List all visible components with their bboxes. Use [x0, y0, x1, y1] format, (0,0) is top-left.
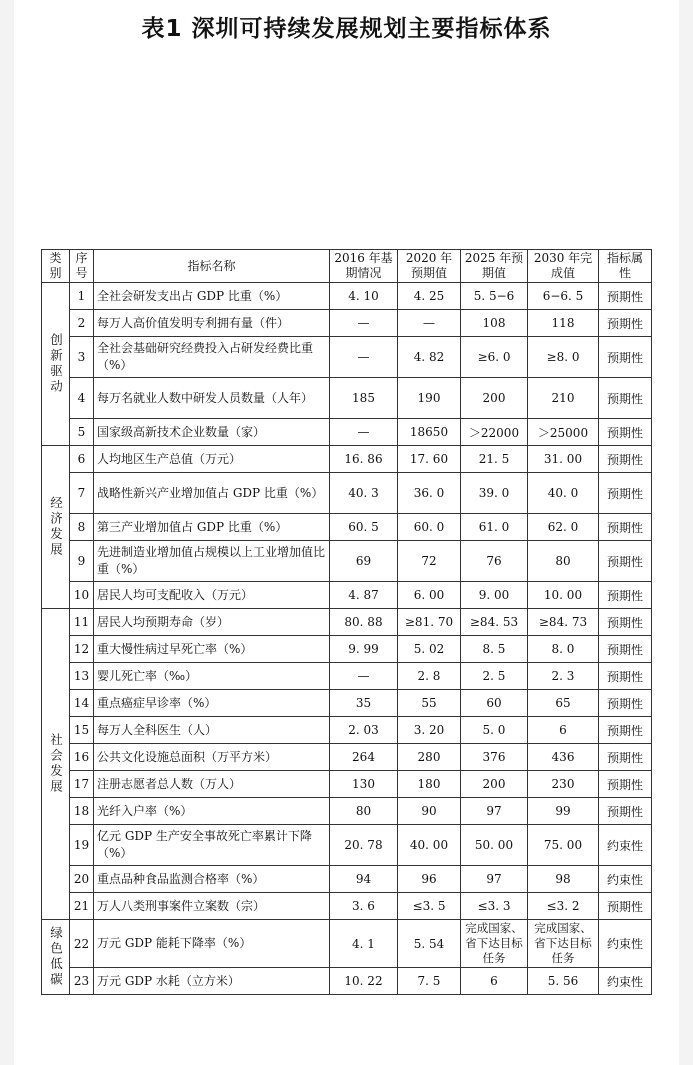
table-body — [42, 283, 652, 995]
value-2025-cell: 376 — [461, 744, 528, 771]
value-2025-cell: 9. 00 — [461, 582, 528, 609]
seq-cell: 22 — [70, 920, 94, 968]
value-2016-cell: — — [330, 419, 398, 446]
value-2025-cell: 2. 5 — [461, 663, 528, 690]
value-2025-cell: 21. 5 — [461, 446, 528, 473]
value-2030-cell: 65 — [528, 690, 599, 717]
value-2016-cell: 80. 88 — [330, 609, 398, 636]
header-2030: 2030 年完成值 — [528, 250, 599, 283]
table-row — [42, 744, 652, 771]
table-row — [42, 771, 652, 798]
value-2030-cell: 62. 0 — [528, 514, 599, 541]
indicator-name-cell: 重点品种食品监测合格率（%） — [94, 866, 330, 893]
value-2030-cell: 118 — [528, 310, 599, 337]
attribute-cell: 预期性 — [599, 473, 652, 514]
indicator-name-cell: 光纤入户率（%） — [94, 798, 330, 825]
attribute-cell: 预期性 — [599, 446, 652, 473]
table-row — [42, 473, 652, 514]
indicator-name-cell: 亿元 GDP 生产安全事故死亡率累计下降（%） — [94, 825, 330, 866]
table-row — [42, 866, 652, 893]
indicator-name-cell: 每万人高价值发明专利拥有量（件） — [94, 310, 330, 337]
value-2030-cell: ≥8. 0 — [528, 337, 599, 378]
value-2016-cell: — — [330, 310, 398, 337]
header-category: 类别 — [42, 250, 70, 283]
seq-cell: 14 — [70, 690, 94, 717]
table-row — [42, 514, 652, 541]
value-2016-cell: 9. 99 — [330, 636, 398, 663]
value-2025-cell: 76 — [461, 541, 528, 582]
value-2020-cell: ≤3. 5 — [398, 893, 461, 920]
value-2016-cell: 80 — [330, 798, 398, 825]
value-2030-cell: 8. 0 — [528, 636, 599, 663]
indicator-name-cell: 居民人均可支配收入（万元） — [94, 582, 330, 609]
indicator-name-cell: 万元 GDP 能耗下降率（%） — [94, 920, 330, 968]
seq-cell: 6 — [70, 446, 94, 473]
value-2016-cell: 130 — [330, 771, 398, 798]
table-row — [42, 541, 652, 582]
seq-cell: 19 — [70, 825, 94, 866]
attribute-cell: 预期性 — [599, 310, 652, 337]
value-2030-cell: 31. 00 — [528, 446, 599, 473]
indicator-name-cell: 注册志愿者总人数（万人） — [94, 771, 330, 798]
value-2025-cell: 108 — [461, 310, 528, 337]
value-2025-cell: 8. 5 — [461, 636, 528, 663]
value-2020-cell: 5. 54 — [398, 920, 461, 968]
value-2016-cell: 185 — [330, 378, 398, 419]
indicator-name-cell: 全社会研发支出占 GDP 比重（%） — [94, 283, 330, 310]
indicator-name-cell: 每万人全科医生（人） — [94, 717, 330, 744]
value-2020-cell: 190 — [398, 378, 461, 419]
table-row — [42, 378, 652, 419]
attribute-cell: 约束性 — [599, 920, 652, 968]
value-2016-cell: 4. 10 — [330, 283, 398, 310]
seq-cell: 3 — [70, 337, 94, 378]
value-2020-cell: 17. 60 — [398, 446, 461, 473]
value-2020-cell: ≥81. 70 — [398, 609, 461, 636]
value-2030-cell: ＞25000 — [528, 419, 599, 446]
value-2025-cell: 50. 00 — [461, 825, 528, 866]
seq-cell: 20 — [70, 866, 94, 893]
value-2030-cell: 436 — [528, 744, 599, 771]
seq-cell: 4 — [70, 378, 94, 419]
value-2025-cell: 97 — [461, 866, 528, 893]
value-2016-cell: 69 — [330, 541, 398, 582]
attribute-cell: 预期性 — [599, 744, 652, 771]
seq-cell: 7 — [70, 473, 94, 514]
indicator-table — [41, 249, 652, 995]
value-2020-cell: 40. 00 — [398, 825, 461, 866]
seq-cell: 12 — [70, 636, 94, 663]
category-cell: 经济发展 — [42, 446, 70, 609]
value-2020-cell: 4. 25 — [398, 283, 461, 310]
value-2016-cell: 60. 5 — [330, 514, 398, 541]
attribute-cell: 预期性 — [599, 582, 652, 609]
document-page — [14, 0, 679, 1065]
table-row — [42, 582, 652, 609]
value-2025-cell: 6 — [461, 968, 528, 995]
attribute-cell: 预期性 — [599, 337, 652, 378]
seq-cell: 2 — [70, 310, 94, 337]
value-2030-cell: 10. 00 — [528, 582, 599, 609]
table-row — [42, 310, 652, 337]
value-2030-cell: 6−6. 5 — [528, 283, 599, 310]
value-2016-cell: 264 — [330, 744, 398, 771]
category-cell: 绿色低碳 — [42, 920, 70, 995]
value-2030-cell: 2. 3 — [528, 663, 599, 690]
value-2025-cell: ≥6. 0 — [461, 337, 528, 378]
value-2016-cell: 94 — [330, 866, 398, 893]
header-2020: 2020 年预期值 — [398, 250, 461, 283]
attribute-cell: 预期性 — [599, 378, 652, 419]
value-2030-cell: 99 — [528, 798, 599, 825]
indicator-name-cell: 战略性新兴产业增加值占 GDP 比重（%） — [94, 473, 330, 514]
value-2030-cell: 5. 56 — [528, 968, 599, 995]
value-2025-cell: 60 — [461, 690, 528, 717]
table-row — [42, 893, 652, 920]
attribute-cell: 约束性 — [599, 866, 652, 893]
value-2016-cell: 16. 86 — [330, 446, 398, 473]
value-2020-cell: 2. 8 — [398, 663, 461, 690]
table-row — [42, 690, 652, 717]
seq-cell: 9 — [70, 541, 94, 582]
value-2030-cell: 210 — [528, 378, 599, 419]
value-2030-cell: 230 — [528, 771, 599, 798]
value-2025-cell: 200 — [461, 378, 528, 419]
table-row — [42, 337, 652, 378]
value-2030-cell: 6 — [528, 717, 599, 744]
value-2016-cell: — — [330, 337, 398, 378]
value-2025-cell: ≥84. 53 — [461, 609, 528, 636]
value-2025-cell: 5. 0 — [461, 717, 528, 744]
value-2020-cell: 7. 5 — [398, 968, 461, 995]
header-attribute: 指标属性 — [599, 250, 652, 283]
attribute-cell: 预期性 — [599, 771, 652, 798]
attribute-cell: 预期性 — [599, 541, 652, 582]
seq-cell: 11 — [70, 609, 94, 636]
seq-cell: 13 — [70, 663, 94, 690]
indicator-name-cell: 万元 GDP 水耗（立方米） — [94, 968, 330, 995]
attribute-cell: 预期性 — [599, 690, 652, 717]
header-seq: 序号 — [70, 250, 94, 283]
seq-cell: 5 — [70, 419, 94, 446]
header-2025: 2025 年预期值 — [461, 250, 528, 283]
seq-cell: 8 — [70, 514, 94, 541]
document-title: 表1 深圳可持续发展规划主要指标体系 — [141, 16, 552, 42]
value-2016-cell: — — [330, 663, 398, 690]
table-row — [42, 283, 652, 310]
indicator-name-cell: 每万名就业人数中研发人员数量（人年） — [94, 378, 330, 419]
indicator-name-cell: 先进制造业增加值占规模以上工业增加值比重（%） — [94, 541, 330, 582]
seq-cell: 18 — [70, 798, 94, 825]
value-2016-cell: 20. 78 — [330, 825, 398, 866]
value-2025-cell: ＞22000 — [461, 419, 528, 446]
value-2020-cell: 55 — [398, 690, 461, 717]
header-2016: 2016 年基期情况 — [330, 250, 398, 283]
value-2016-cell: 40. 3 — [330, 473, 398, 514]
value-2020-cell: 36. 0 — [398, 473, 461, 514]
table-row — [42, 825, 652, 866]
table-row — [42, 419, 652, 446]
indicator-name-cell: 重点癌症早诊率（%） — [94, 690, 330, 717]
value-2020-cell: 180 — [398, 771, 461, 798]
indicator-name-cell: 国家级高新技术企业数量（家） — [94, 419, 330, 446]
value-2020-cell: 4. 82 — [398, 337, 461, 378]
value-2030-cell: 98 — [528, 866, 599, 893]
table-row — [42, 609, 652, 636]
seq-cell: 16 — [70, 744, 94, 771]
value-2025-cell: 5. 5−6 — [461, 283, 528, 310]
table-row — [42, 446, 652, 473]
indicator-name-cell: 婴儿死亡率（‰） — [94, 663, 330, 690]
category-cell: 创新驱动 — [42, 283, 70, 446]
category-cell: 社会发展 — [42, 609, 70, 920]
attribute-cell: 预期性 — [599, 514, 652, 541]
value-2020-cell: 96 — [398, 866, 461, 893]
indicator-name-cell: 公共文化设施总面积（万平方米） — [94, 744, 330, 771]
seq-cell: 23 — [70, 968, 94, 995]
value-2020-cell: 3. 20 — [398, 717, 461, 744]
value-2030-cell: 完成国家、省下达目标任务 — [528, 920, 599, 968]
value-2020-cell: 18650 — [398, 419, 461, 446]
indicator-name-cell: 第三产业增加值占 GDP 比重（%） — [94, 514, 330, 541]
attribute-cell: 预期性 — [599, 609, 652, 636]
attribute-cell: 约束性 — [599, 825, 652, 866]
value-2016-cell: 2. 03 — [330, 717, 398, 744]
indicator-name-cell: 人均地区生产总值（万元） — [94, 446, 330, 473]
value-2020-cell: 5. 02 — [398, 636, 461, 663]
value-2025-cell: 完成国家、省下达目标任务 — [461, 920, 528, 968]
seq-cell: 15 — [70, 717, 94, 744]
attribute-cell: 约束性 — [599, 968, 652, 995]
table-row — [42, 717, 652, 744]
value-2020-cell: 60. 0 — [398, 514, 461, 541]
seq-cell: 17 — [70, 771, 94, 798]
indicator-name-cell: 居民人均预期寿命（岁） — [94, 609, 330, 636]
value-2030-cell: ≤3. 2 — [528, 893, 599, 920]
value-2016-cell: 4. 1 — [330, 920, 398, 968]
value-2020-cell: 6. 00 — [398, 582, 461, 609]
value-2025-cell: 200 — [461, 771, 528, 798]
attribute-cell: 预期性 — [599, 283, 652, 310]
value-2030-cell: ≥84. 73 — [528, 609, 599, 636]
value-2016-cell: 35 — [330, 690, 398, 717]
value-2025-cell: ≤3. 3 — [461, 893, 528, 920]
value-2030-cell: 40. 0 — [528, 473, 599, 514]
value-2020-cell: — — [398, 310, 461, 337]
value-2030-cell: 80 — [528, 541, 599, 582]
seq-cell: 21 — [70, 893, 94, 920]
indicator-name-cell: 重大慢性病过早死亡率（%） — [94, 636, 330, 663]
value-2016-cell: 10. 22 — [330, 968, 398, 995]
table-row — [42, 636, 652, 663]
seq-cell: 10 — [70, 582, 94, 609]
table-row — [42, 920, 652, 968]
table-row — [42, 968, 652, 995]
value-2025-cell: 97 — [461, 798, 528, 825]
indicator-name-cell: 万人八类刑事案件立案数（宗） — [94, 893, 330, 920]
attribute-cell: 预期性 — [599, 636, 652, 663]
value-2025-cell: 39. 0 — [461, 473, 528, 514]
indicator-name-cell: 全社会基础研究经费投入占研发经费比重（%） — [94, 337, 330, 378]
table-row — [42, 663, 652, 690]
header-name: 指标名称 — [94, 250, 330, 283]
attribute-cell: 预期性 — [599, 717, 652, 744]
attribute-cell: 预期性 — [599, 419, 652, 446]
attribute-cell: 预期性 — [599, 893, 652, 920]
value-2020-cell: 280 — [398, 744, 461, 771]
table-row — [42, 798, 652, 825]
value-2016-cell: 4. 87 — [330, 582, 398, 609]
value-2020-cell: 90 — [398, 798, 461, 825]
seq-cell: 1 — [70, 283, 94, 310]
value-2025-cell: 61. 0 — [461, 514, 528, 541]
value-2016-cell: 3. 6 — [330, 893, 398, 920]
attribute-cell: 预期性 — [599, 798, 652, 825]
value-2020-cell: 72 — [398, 541, 461, 582]
value-2030-cell: 75. 00 — [528, 825, 599, 866]
attribute-cell: 预期性 — [599, 663, 652, 690]
